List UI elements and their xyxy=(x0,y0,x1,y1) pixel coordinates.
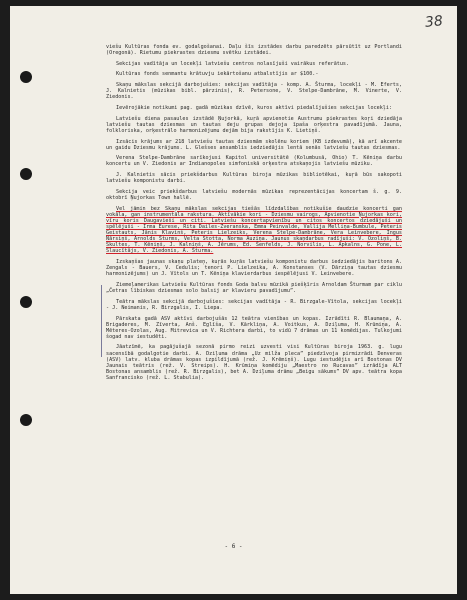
binder-hole xyxy=(20,168,32,180)
paragraph: Teātra mākslas sekcijā darbojušies: sekcijas vadītāja - R. Birzgale-Vītola, sekcijas locekļi - J. Neimanis, R. Birzgalis, I. Liepa. xyxy=(106,298,402,311)
paragraph-marked: Vel jāmin bez Skaņu mākslas sekcijas tiešās līdzdalības notikušie daudzie koncerti gan vokāla, gan instrumentāla rakstura. Aktīvākie kori - Dziesmu vairogs, Apvienotie Ņujorkas kori, vīru koris Daugavieši un citi. Latviešu koncertapvienību un citos koncertos dziedājuši un spēlējuši - Irma Eurese, Rita Dailes-Zveranska, Emma Peinvalde, Vallija Melliņa-Bumbule, Peteris Geistauts, Jānis Klavinš, Peteris Lielzeiks, Verena Stelpe-Dambrāne, Vera Leinvebere, Ingus Nārsiņš, Arnolds Šturms, Velta Stotta, Norma Auziņa. Jaunus skaņdarbus radījuši: V. Ozoliņš, B. Skultes, T. Kēniņš, J. Kalniņš, A. Jērums, Ed. Šenfelds, J. Norvilis, L. Apkalns, G. Pone, L. Slaucītājs, V. Ziedonis, A. Šturma. xyxy=(106,205,402,255)
document-page xyxy=(10,6,457,594)
paragraph: Jāatzīmē, ka pagājušajā sezonā pirmo reizi uzvesti visi Kultūras biroja 1963. g. lugu sacensībā godalgotie darbi. A. Dziļuma drāma „Uz milža pleca” piedzīvoja pirmizrādi Denveras (ASV) latv. kluba drāmas kopas izpildījumā (rež. J. Krēmiņš). Lugu iestudējis arī Bostonas DV Jaunais teātris (rež. V. Streips). H. Krūmiņa komēdiju „Maestro no Rucavas” izrādīja ALT Bostonas ansamblis (rež. R. Birzgalis), bet A. Dziļuma drāmu „Beigu sākums” DV apv. teātra kopa Sanfrancisko (rež. L. Stabulia). xyxy=(106,344,402,381)
handwritten-page-number: 38 xyxy=(424,13,444,31)
paragraph: Verena Stelpe-Dambrāne sarīkojusi Kapitol universitātē (Kolumbusā, Ohio) T. Kēniņa darbu koncertu un V. Ziedonis ar Indianopoles simfoniskā orķestra atskaņojis latviešu mūziku. xyxy=(106,155,402,168)
binder-hole xyxy=(20,414,32,426)
paragraph: Ziemeļamerikas Latviešu Kultūras fonds Goda balvu mūzikā piešķīris Arnoldam Šturmam par ciklu „Četras lībiskas dziesmas solo balsij ar klavieru pavadījumu”. xyxy=(106,281,402,295)
paragraph: J. Kalnietis sācis priekšdarbus Kultūras biroja mūzikas bibliotēkai, kuŗā būs sakopoti latviešu komponistu darbi. xyxy=(106,172,402,185)
paragraph: Izskaņšas jaunas skaņu plateņ, kuŗās kuŗās latviešu komponistu darbus iedziedājis baritons A. Zengals - Bauers, V. Cedulis; tenori P. Lielzeika, A. Konstanses (V. Dārziņa tautas dziesmu harmonizējums) un J. Vītols un T. Kēniņa klavierdarbus iespēlējusi V. Leinvebere. xyxy=(106,259,402,278)
paragraph: Kultūras fonds senmantu krātuvju iekārtošanu atbalstījis ar $100.- xyxy=(116,71,319,78)
paragraph: Izsācis krājums ar 218 latviešu tautas dziesmām skolēnu koriem (KB izdevumā), kā arī akcente un gaidu Dziesmu krājums. L. Glešses ansamblis iedziedājis lentā senās latviešu tautas dziesmas. xyxy=(106,138,402,151)
paragraph: Sekcija veic priekšdarbus latviešu modernās mūzikas reprezentācijas koncertam š. g. 9. oktobrī Ņujorkas Town hallē. xyxy=(106,188,402,202)
paragraph: Latviešu diena pasaules izstādē Ņujorkā, kuŗā apvienotie Austrumu piekrastes koŗi dziedāja latviešu tautas dziesmas un tautas deju grupas dejoja īpaša orķestra pavadījumā. Jauna, folkloriska, orķestrālo harmonizējumu dejām bija rakstījis K. Lietiņš. xyxy=(106,115,402,134)
binder-hole xyxy=(20,71,32,83)
margin-mark xyxy=(101,285,102,357)
paragraph: Skaņu mākslas sekcijā darbojušies: sekcijas vadītāja - komp. A. Šturma, locekļi - M. Eferts, J. Kalnietis (mūzikas bibl. pārzinis), R. Petersone, V. Stelpe-Dambrāne, M. Vinerte, V. Ziedonis. xyxy=(106,82,402,101)
binder-hole xyxy=(20,296,32,308)
paragraph: Pārskata gadā ASV aktīvi darbojušās 12 teātra vienības un kopas. Izrādīti R. Blaumaņa, A. Brigaderes, M. Zīverta, Anš. Eglīša, V. Kārkliņa, A. Voitkus, A. Dziļuma, H. Krūmiņa, A. Mēteres-Ozolas, Aug. Mitrevica un V. Richtera darbi, to vidū 7 drāmas un 11 komēdijas. Tulkojumi šogad nav iestudēti. xyxy=(106,315,402,340)
document-body xyxy=(106,44,402,386)
page-number: - 6 - xyxy=(224,543,243,550)
paragraph: viešu Kultūras fonda ev. godalgošanai. Daļu šīs izstādes darbu paredzēts pārsūtīt uz Portlandi (Oregonā). Rietumu piekrastes dziesmu svētku izstādei. xyxy=(106,44,402,57)
paragraph: Ievērojākie notikumi pag. gadā mūzikas dzīvē, kuros aktīvi piedalījušies sekcijas locekļi: xyxy=(116,105,393,112)
paragraph: Sekcijas vadītāja un locekļi latviešu centros nolasījuši vairākus referātus. xyxy=(116,60,350,67)
